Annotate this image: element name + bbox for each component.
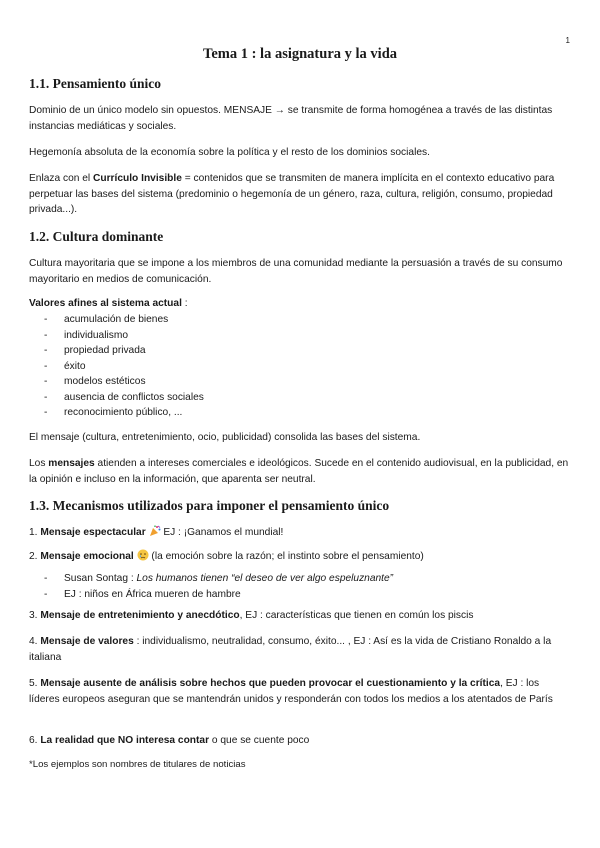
- list-item: - acumulación de bienes: [44, 314, 169, 325]
- mechanism-1: 1. Mensaje espectacular EJ : ¡Ganamos el mundial!: [29, 527, 284, 538]
- section-heading-1-2: 1.2. Cultura dominante: [29, 229, 164, 244]
- paragraph-invisible-curriculum: Enlaza con el Currículo Invisible = contenidos que se transmiten de manera implícita en el contexto educativo para perpetuar las bases del sistema (predominio o hegemonía de un género, raza, cultura, religión, consumo, propiedad privada...).: [29, 173, 555, 215]
- paragraph-messages-interests: Los mensajes atienden a intereses comerciales e ideológicos. Sucede en el contenido audiovisual, en la publicidad, en la opinión e incluso en la información, que aparenta ser neutral.: [29, 458, 569, 485]
- mechanism-2-examples: [44, 571, 393, 602]
- mechanism-5: 5. Mensaje ausente de análisis sobre hechos que pueden provocar el cuestionamiento y la crítica, EJ : los líderes europeos aseguran que se mantendrán unidos y responderán con todos los medios a los atentados de París: [29, 678, 553, 705]
- section-heading-1-3: 1.3. Mecanismos utilizados para imponer el pensamiento único: [29, 498, 390, 513]
- list-item: - modelos estéticos: [44, 376, 146, 387]
- footnote: *Los ejemplos son nombres de titulares de noticias: [29, 759, 246, 770]
- list-item: - propiedad privada: [44, 345, 146, 356]
- mechanism-4: 4. Mensaje de valores : individualismo, neutralidad, consumo, éxito... , EJ : Así es la vida de Cristiano Ronaldo a la italiana: [29, 636, 552, 663]
- paragraph-message-consolidates: El mensaje (cultura, entretenimiento, ocio, publicidad) consolida las bases del sistema.: [29, 432, 421, 443]
- values-list: [44, 312, 204, 421]
- mechanism-6: 6. La realidad que NO interesa contar o que se cuente poco: [29, 735, 310, 746]
- paragraph-unique-model: Dominio de un único modelo sin opuestos. MENSAJE → se transmite de forma homogénea a través de las distintas instancias mediáticas y sociales.: [29, 105, 553, 132]
- term-mensajes: mensajes: [48, 458, 95, 469]
- term-curriculo-invisible: Currículo Invisible: [93, 173, 182, 184]
- list-item: - éxito: [44, 360, 86, 372]
- paragraph-dominant-culture: Cultura mayoritaria que se impone a los miembros de una comunidad mediante la persuasión a través de su consumo mayoritario en medios de comunicación.: [29, 258, 563, 285]
- paragraph-economy-hegemony: Hegemonía absoluta de la economía sobre la política y el resto de los dominios sociales.: [29, 147, 430, 158]
- crying-face-icon: [137, 549, 149, 561]
- list-item: - EJ : niños en África mueren de hambre: [44, 588, 241, 600]
- page-title: Tema 1 : la asignatura y la vida: [202, 46, 398, 62]
- values-label: Valores afines al sistema actual :: [29, 298, 188, 309]
- list-item: - reconocimiento público, ...: [44, 407, 183, 418]
- list-item: - ausencia de conflictos sociales: [44, 391, 204, 403]
- mechanism-3: 3. Mensaje de entretenimiento y anecdótico, EJ : características que tienen en común los piscis: [29, 610, 474, 621]
- mechanism-2: 2. Mensaje emocional (la emoción sobre la razón; el instinto sobre el pensamiento): [29, 551, 424, 562]
- party-popper-icon: [149, 525, 161, 537]
- page-number: 1: [565, 36, 570, 45]
- section-heading-1-1: 1.1. Pensamiento único: [29, 76, 162, 91]
- list-item: - Susan Sontag : Los humanos tienen “el deseo de ver algo espeluznante”: [44, 573, 394, 584]
- list-item: - individualismo: [44, 329, 128, 341]
